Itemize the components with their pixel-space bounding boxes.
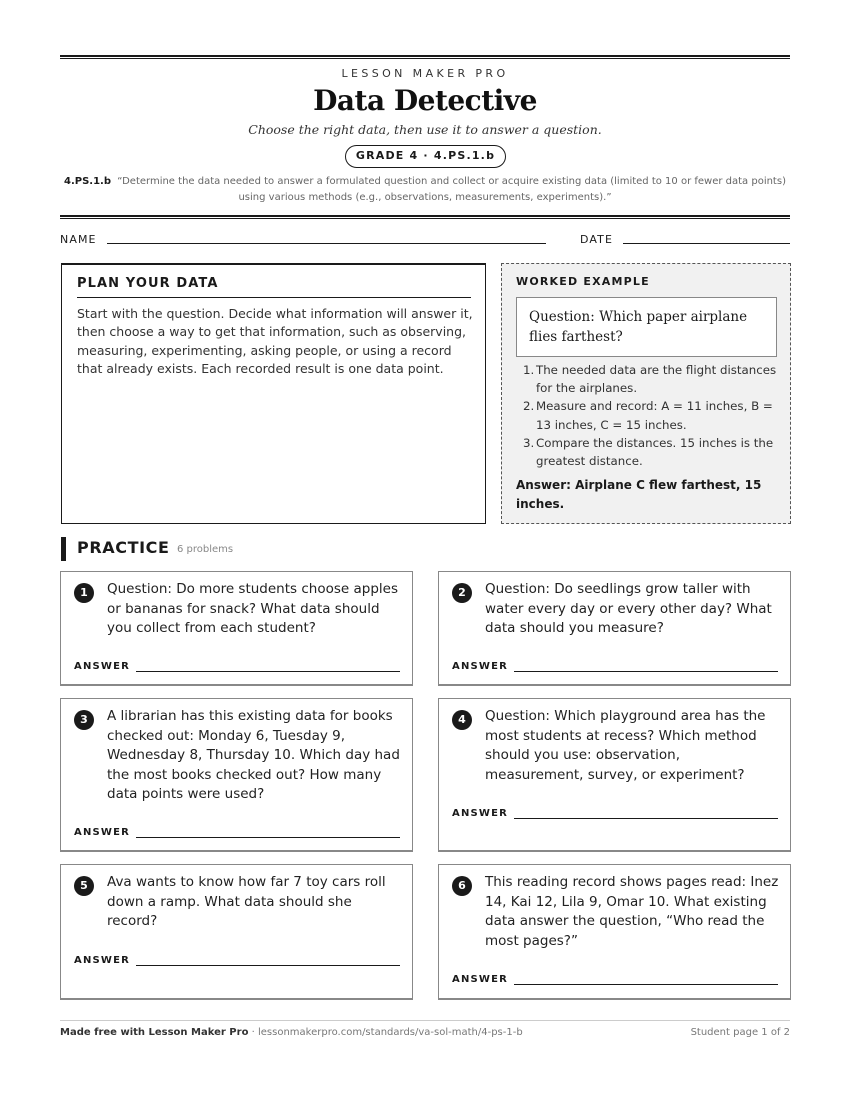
answer-line-3[interactable] bbox=[136, 837, 400, 838]
standard-description bbox=[62, 174, 788, 205]
example-steps bbox=[516, 361, 780, 470]
example-heading: WORKED EXAMPLE bbox=[516, 275, 650, 288]
top-double-rule bbox=[60, 55, 790, 59]
step-text: Compare the distances. 15 inches is the greatest distance. bbox=[536, 435, 774, 469]
answer-label: ANSWER bbox=[74, 827, 131, 838]
problem-card-1 bbox=[60, 571, 413, 686]
problem-number-badge: 1 bbox=[74, 583, 94, 603]
example-question: Question: Which paper airplane flies farthest? bbox=[516, 297, 777, 357]
step-number: 2. bbox=[523, 399, 535, 414]
footer-page-number: Student page 1 of 2 bbox=[690, 1027, 790, 1038]
plan-text: Start with the question. Decide what information will answer it, then choose a way to get that information, such as observing, measuring, experimenting, asking people, or using a record that already exists. Each recorded result is one data point. bbox=[77, 306, 473, 377]
problem-card-6 bbox=[438, 864, 791, 1000]
example-step bbox=[516, 361, 780, 397]
problem-text: Question: Do more students choose apples or bananas for snack? What data should you collect from each student? bbox=[107, 581, 398, 636]
problem-number-badge: 2 bbox=[452, 583, 472, 603]
header-bottom-double-rule bbox=[60, 215, 790, 219]
standard-code: 4.PS.1.b bbox=[64, 176, 112, 187]
answer-line-1[interactable] bbox=[136, 671, 400, 672]
answer-label: ANSWER bbox=[452, 661, 509, 672]
problem-text: Question: Which playground area has the most students at recess? Which method should you use: observation, measurement, survey, or experiment? bbox=[485, 708, 766, 783]
answer-line-5[interactable] bbox=[136, 965, 400, 966]
example-step bbox=[516, 397, 780, 433]
problem-number-badge: 4 bbox=[452, 710, 472, 730]
footer-credit bbox=[60, 1027, 523, 1038]
problem-number-badge: 3 bbox=[74, 710, 94, 730]
step-number: 1. bbox=[523, 363, 535, 377]
answer-line-2[interactable] bbox=[514, 671, 778, 672]
name-input-line[interactable] bbox=[107, 243, 546, 244]
brand-name: LESSON MAKER PRO bbox=[341, 67, 509, 80]
example-answer: Answer: Airplane C flew farthest, 15 inches. bbox=[516, 478, 762, 511]
practice-accent-bar bbox=[61, 537, 66, 561]
date-label: DATE bbox=[580, 233, 614, 246]
answer-line-6[interactable] bbox=[514, 984, 778, 985]
problem-text: A librarian has this existing data for books checked out: Monday 6, Tuesday 9, Wednesday 8, Thursday 10. Which day had the most books checked out? How many data points were used? bbox=[107, 708, 400, 802]
problem-number-badge: 5 bbox=[74, 876, 94, 896]
problem-text: Question: Do seedlings grow taller with water every day or every other day? What data should you measure? bbox=[485, 581, 772, 636]
problem-card-2 bbox=[438, 571, 791, 686]
step-text: The needed data are the flight distances for the airplanes. bbox=[536, 363, 777, 396]
plan-your-data-box bbox=[61, 263, 486, 524]
footer-rule bbox=[60, 1020, 790, 1021]
footer-brand: Made free with Lesson Maker Pro bbox=[60, 1027, 249, 1038]
footer-link[interactable]: · lessonmakerpro.com/standards/va-sol-math/4-ps-1-b bbox=[248, 1027, 523, 1038]
answer-label: ANSWER bbox=[452, 808, 509, 819]
worksheet-subtitle: Choose the right data, then use it to answer a question. bbox=[248, 122, 602, 137]
practice-count: 6 problems bbox=[177, 544, 234, 555]
step-number: 3. bbox=[523, 435, 535, 450]
answer-label: ANSWER bbox=[452, 974, 509, 985]
name-label: NAME bbox=[60, 233, 97, 246]
problem-card-3 bbox=[60, 698, 413, 852]
problem-text: Ava wants to know how far 7 toy cars roll down a ramp. What data should she record? bbox=[107, 874, 386, 929]
grade-badge: GRADE 4 · 4.PS.1.b bbox=[345, 145, 506, 168]
worksheet-title: Data Detective bbox=[313, 84, 537, 117]
problem-card-5 bbox=[60, 864, 413, 1000]
date-input-line[interactable] bbox=[623, 243, 790, 244]
standard-text: “Determine the data needed to answer a formulated question and collect or acquire existing data (limited to 10 or fewer data points) using various methods (e.g., observations, measurements, experiments).” bbox=[117, 176, 786, 203]
problem-number-badge: 6 bbox=[452, 876, 472, 896]
problem-card-4 bbox=[438, 698, 791, 852]
practice-title: PRACTICE bbox=[77, 538, 170, 557]
plan-heading: PLAN YOUR DATA bbox=[77, 276, 219, 291]
problem-text: This reading record shows pages read: Inez 14, Kai 12, Lila 9, Omar 10. What existing data answer the question, “Who read the most pages?” bbox=[485, 874, 779, 949]
answer-line-4[interactable] bbox=[514, 818, 778, 819]
example-step bbox=[516, 434, 780, 470]
worked-example-box bbox=[501, 263, 791, 524]
answer-label: ANSWER bbox=[74, 955, 131, 966]
answer-label: ANSWER bbox=[74, 661, 131, 672]
plan-heading-rule bbox=[77, 297, 471, 298]
step-text: Measure and record: A = 11 inches, B = 13 inches, C = 15 inches. bbox=[536, 399, 773, 432]
